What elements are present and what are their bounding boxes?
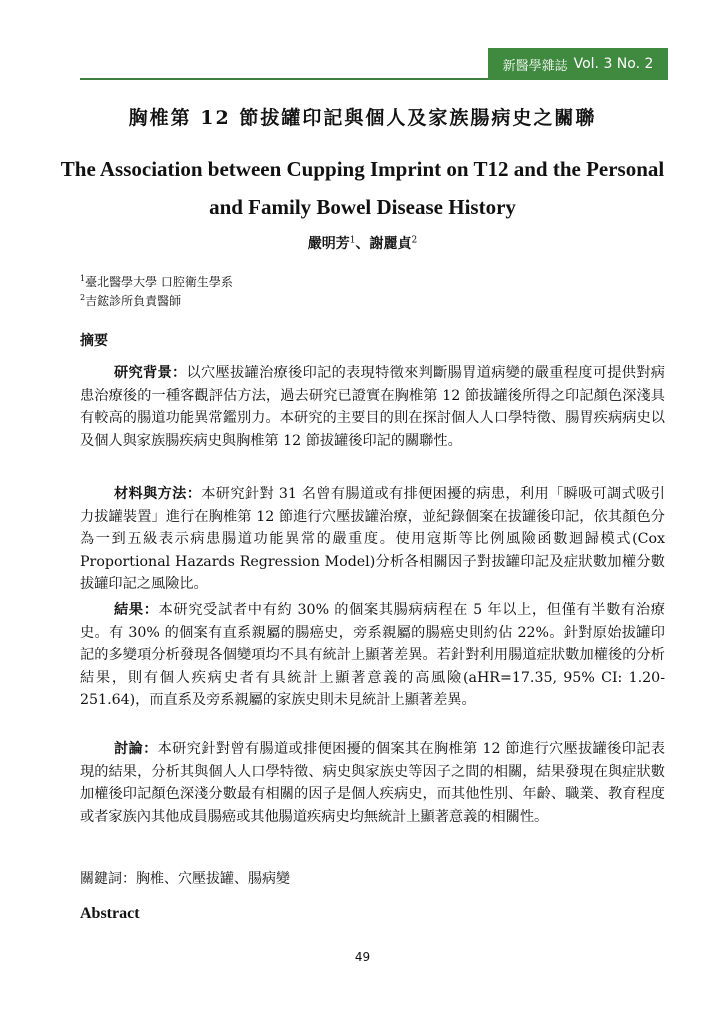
title-chinese: 胸椎第 12 節拔罐印記與個人及家族腸病史之關聯 — [128, 107, 597, 129]
author-name: 嚴明芳 — [307, 236, 350, 252]
affiliation-text: 臺北醫學大學 口腔衛生學系 — [85, 275, 233, 289]
volume-issue: Vol. 3 No. 2 — [573, 56, 654, 72]
journal-header — [80, 48, 668, 80]
section-label: 討論： — [114, 741, 158, 757]
affiliation-text: 吉鋐診所負責醫師 — [85, 294, 182, 308]
keywords: 關鍵詞：胸椎、穴壓拔罐、腸病變 — [80, 871, 290, 887]
author-affiliation-mark: 2 — [411, 235, 418, 246]
section-discussion — [80, 738, 665, 828]
section-results — [80, 599, 665, 712]
section-text: 本研究針對曾有腸道或排便困擾的個案其在胸椎第 12 節進行穴壓拔罐後印記表現的結果，分析其與個人人口學特徵、病史與家族史等因子之間的相關，結果發現在與症狀數加權後印記顏色深淺分數最有相關的因子是個人疾病史，而其他性別、年齡、職業、教育程度或者家族內其他成員腸癌或其他腸道疾病史均無統計上顯著意義的相關性。 — [80, 741, 665, 825]
affiliation-mark: 1 — [80, 274, 86, 283]
section-label: 研究背景： — [114, 365, 187, 381]
abstract-english-heading: Abstract — [80, 905, 140, 922]
journal-badge — [488, 48, 668, 80]
section-background — [80, 362, 665, 452]
author-list — [0, 233, 725, 253]
title-english: The Association between Cupping Imprint on T12 and the Personal and Family Bowel Disease History — [60, 157, 665, 219]
author-affiliation-mark: 1 — [349, 235, 356, 246]
page-number: 49 — [354, 950, 371, 964]
section-label: 材料與方法： — [114, 486, 202, 502]
section-text: 本研究針對 31 名曾有腸道或有排便困擾的病患，利用「瞬吸可調式吸引力拔罐裝置」進行在胸椎第 12 節進行穴壓拔罐治療，並紀錄個案在拔罐後印記，依其顏色分為一到五級表示病患腸道功能異常的嚴重度。使用寇斯等比例風險函數迴歸模式(Cox Proportional Hazards Regression Model)分析各相關因子對拔罐印記及症狀數加權分數拔罐印記之風險比。 — [80, 486, 665, 593]
section-label: 結果： — [114, 602, 159, 618]
section-text: 以穴壓拔罐治療後印記的表現特徵來判斷腸胃道病變的嚴重程度可提供對病患治療後的一種客觀評估方法，過去研究已證實在胸椎第 12 節拔罐後所得之印記顏色深淺具有較高的腸道功能異常鑑別力。本研究的主要目的則在探討個人人口學特徵、腸胃疾病病史以及個人與家族腸疾病史與胸椎第 12 節拔罐後印記的關聯性。 — [80, 365, 665, 449]
journal-name: 新醫學雜誌 — [502, 58, 568, 74]
section-methods — [80, 483, 665, 596]
affiliation-1 — [80, 273, 233, 290]
affiliation-2 — [80, 292, 181, 309]
author-separator: 、 — [355, 236, 370, 252]
abstract-heading: 摘要 — [80, 333, 108, 349]
section-text: 本研究受試者中有約 30% 的個案其腸病病程在 5 年以上，但僅有半數有治療史。有 30% 的個案有直系親屬的腸癌史，旁系親屬的腸癌史則約佔 22%。針對原始拔罐印記的多變項分析發現各個變項均不具有統計上顯著差異。若針對利用腸道症狀數加權後的分析結果，則有個人疾病史者有具統計上顯著意義的高風險(aHR=17.35, 95% CI: 1.20-251.64)，而直系及旁系親屬的家族史則未見統計上顯著差異。 — [80, 602, 665, 709]
affiliation-mark: 2 — [80, 293, 86, 302]
author-name: 謝麗貞 — [369, 236, 412, 252]
